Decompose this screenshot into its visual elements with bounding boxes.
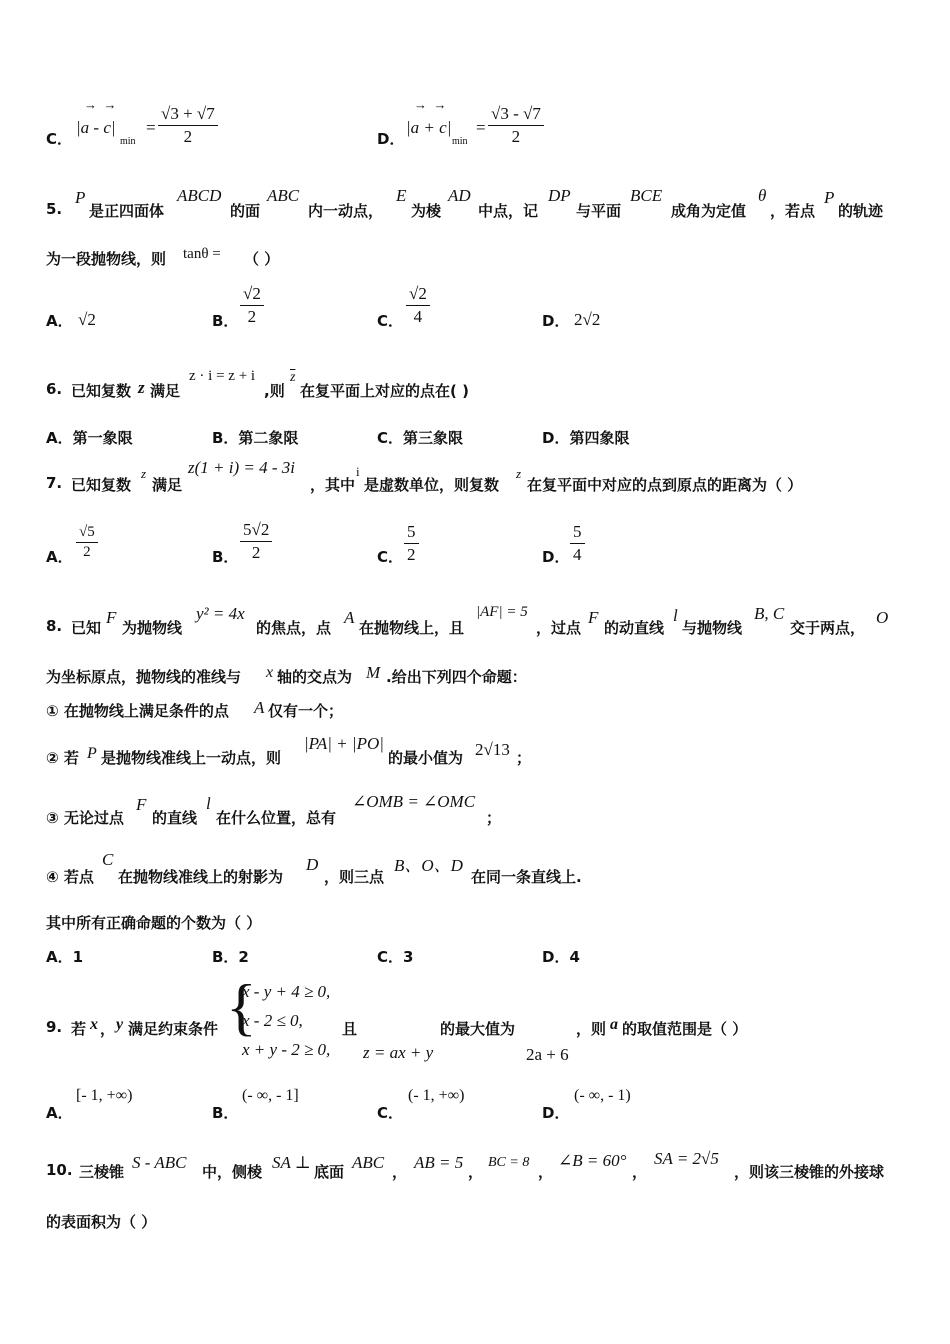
question-number: 9.: [46, 1018, 63, 1036]
option-d: D．4: [542, 948, 580, 966]
text: 满足约束条件: [128, 1020, 219, 1038]
option-label: A．: [46, 312, 73, 330]
numerator: 5: [404, 522, 419, 544]
math-DP: DP: [548, 186, 571, 205]
math-a: a: [610, 1016, 618, 1033]
numerator: √3 + √7: [158, 104, 218, 126]
numerator: √2: [240, 284, 264, 306]
math-zbar: $\overline{z}$: [290, 370, 296, 385]
math-tan: tanθ =: [183, 246, 221, 262]
math-y: y: [116, 1016, 124, 1033]
answer-paren: （ ）: [244, 250, 280, 268]
math-A: A: [254, 698, 265, 717]
math-BC: B, C: [754, 604, 785, 623]
question-number: 7.: [46, 474, 63, 492]
subscript: min: [452, 136, 468, 147]
math-z: z: [516, 466, 522, 481]
text: 中，侧棱: [202, 1163, 263, 1181]
math-AF: |AF| = 5: [476, 604, 528, 620]
text: 且: [342, 1020, 358, 1038]
option-label: A．: [46, 1104, 73, 1122]
text: ；: [516, 749, 532, 767]
text: .给出下列四个命题：: [386, 668, 527, 686]
math-SA-length: SA = 2√5: [654, 1149, 719, 1168]
text: ，其中: [310, 476, 356, 494]
math-pyramid: S - ABC: [132, 1153, 187, 1172]
numerator: 5√2: [240, 520, 272, 542]
text: 的最小值为: [388, 749, 464, 767]
proposition-4: ④ 若点: [46, 868, 94, 886]
option-d-fraction: [570, 522, 585, 565]
text: 中点，记: [478, 202, 539, 220]
option-b: B．2: [212, 948, 249, 966]
denominator: 2: [183, 127, 193, 146]
text: 为坐标原点，抛物线的准线与: [46, 668, 242, 686]
math-P: P: [75, 188, 86, 207]
abs-expression: |a - c|: [76, 118, 116, 137]
equals: =: [476, 118, 486, 137]
math-P: P: [824, 188, 835, 207]
option-label: D．: [542, 548, 570, 566]
text: 是抛物线准线上一动点，则: [101, 749, 282, 767]
math-AD: AD: [448, 186, 471, 205]
math-l: l: [206, 794, 211, 813]
constraint-1: x - y + 4 ≥ 0,: [242, 982, 331, 1001]
text: 已知复数: [71, 476, 132, 494]
option-d-value: (- ∞, - 1): [574, 1087, 631, 1104]
question-ask: 其中所有正确命题的个数为（ ）: [46, 914, 262, 932]
math-x: x: [90, 1016, 98, 1033]
option-label: B．: [212, 1104, 239, 1122]
math-l: l: [673, 606, 678, 625]
math-F: F: [106, 608, 117, 627]
math-F: F: [136, 795, 147, 814]
math-x: x: [266, 664, 274, 681]
question-number: 8.: [46, 617, 63, 635]
option-a-value: [- 1, +∞): [76, 1087, 133, 1104]
math-ABC: ABC: [352, 1153, 385, 1172]
math-angle: ∠OMB = ∠OMC: [352, 792, 476, 811]
option-d-value: 2√2: [574, 310, 601, 329]
proposition-1: ① 在抛物线上满足条件的点: [46, 702, 229, 720]
text: ，过点: [536, 619, 582, 637]
text: 若: [71, 1020, 87, 1038]
text: 在抛物线准线上的射影为: [118, 868, 284, 886]
text: ，则该三棱锥的外接球: [734, 1163, 885, 1181]
option-c-fraction: [404, 522, 419, 565]
denominator: 2: [407, 545, 416, 564]
text: 底面: [314, 1163, 345, 1181]
text: ，则: [576, 1020, 607, 1038]
abs-expression: |a + c|: [406, 118, 452, 137]
math-C: C: [102, 850, 114, 869]
text: 仅有一个；: [268, 702, 344, 720]
subscript: min: [120, 136, 136, 147]
text: 满足: [152, 476, 183, 494]
math-objective: z = ax + y: [363, 1043, 434, 1062]
text: 轴的交点为: [277, 668, 353, 686]
question-number: 5.: [46, 200, 63, 218]
math-2sqrt13: 2√13: [475, 740, 510, 759]
text: 是正四面体: [89, 202, 165, 220]
text: 三棱锥: [79, 1163, 125, 1181]
math-PAPO: |PA| + |PO|: [304, 734, 384, 753]
text: 在复平面中对应的点到原点的距离为（ ）: [527, 476, 803, 494]
option-b-fraction: [240, 520, 272, 563]
text: ，若点: [770, 202, 816, 220]
math-ABCD: ABCD: [177, 186, 222, 205]
question-number: 6.: [46, 380, 63, 398]
option-label: C．: [46, 130, 73, 148]
denominator: 2: [511, 127, 521, 146]
text: 与抛物线: [682, 619, 743, 637]
option-c-fraction: [406, 284, 430, 327]
math-z: z: [141, 466, 147, 481]
numerator: √2: [406, 284, 430, 306]
text: 在复平面上对应的点在( ): [300, 382, 469, 400]
math-P: P: [87, 745, 97, 762]
math-O: O: [876, 608, 889, 627]
math-AB: AB = 5: [414, 1153, 464, 1172]
constraint-3: x + y - 2 ≥ 0,: [242, 1040, 331, 1059]
text: 的面: [230, 202, 261, 220]
text: 的表面积为（ ）: [46, 1213, 157, 1231]
option-label: B．: [212, 548, 239, 566]
text: 已知: [71, 619, 102, 637]
text: 的轨迹: [838, 202, 884, 220]
math-i: i: [356, 464, 360, 479]
math-parabola: y² = 4x: [196, 604, 245, 623]
text: ，: [538, 1163, 554, 1181]
vector-arrow: → →: [84, 97, 117, 112]
constraint-2: x - 2 ≤ 0,: [242, 1011, 303, 1030]
text: ，: [632, 1163, 648, 1181]
option-label: B．: [212, 312, 239, 330]
text: ，: [100, 1020, 116, 1038]
denominator: 2: [247, 307, 257, 326]
math-E: E: [396, 186, 407, 205]
option-a-value: √2: [78, 310, 96, 329]
text: 为棱: [411, 202, 442, 220]
option-label: D．: [542, 1104, 570, 1122]
text: 成角为定值: [671, 202, 747, 220]
option-label: C．: [377, 312, 404, 330]
option-b-value: (- ∞, - 1]: [242, 1087, 299, 1104]
math-angle-B: ∠B = 60°: [558, 1151, 627, 1170]
math-M: M: [366, 663, 381, 682]
text: 的焦点，点: [256, 619, 332, 637]
numerator: 5: [570, 522, 585, 544]
option-d: D．第四象限: [542, 429, 630, 447]
text: 在同一条直线上.: [471, 868, 582, 886]
text: 的直线: [152, 809, 198, 827]
numerator: √5: [76, 524, 98, 543]
option-a-fraction: [76, 524, 98, 561]
math-z: z: [138, 378, 145, 397]
text: 的取值范围是（ ）: [622, 1020, 748, 1038]
option-a: A．1: [46, 948, 84, 966]
math-F: F: [588, 608, 599, 627]
text: 与平面: [576, 202, 622, 220]
denominator: 2: [83, 544, 91, 560]
math-D: D: [306, 855, 319, 874]
math-equation: z(1 + i) = 4 - 3i: [188, 458, 295, 477]
math-A: A: [344, 608, 355, 627]
text: ；: [486, 809, 502, 827]
option-c-value: (- 1, +∞): [408, 1087, 465, 1104]
text: 的动直线: [604, 619, 665, 637]
text: ,则: [264, 382, 285, 400]
option-label: C．: [377, 1104, 404, 1122]
option-label: D．: [377, 130, 405, 148]
text: 为抛物线: [122, 619, 183, 637]
option-label: C．: [377, 548, 404, 566]
text: ，: [392, 1163, 408, 1181]
text: 的最大值为: [440, 1020, 516, 1038]
math-BC: BC = 8: [488, 1155, 530, 1170]
text: 在什么位置，总有: [216, 809, 337, 827]
proposition-3: ③ 无论过点: [46, 809, 124, 827]
text: 满足: [150, 382, 181, 400]
question-number: 10.: [46, 1161, 73, 1179]
option-c: C．3: [377, 948, 414, 966]
equals: =: [146, 118, 156, 137]
denominator: 4: [413, 307, 423, 326]
text: 交于两点，: [790, 619, 866, 637]
option-b: B．第二象限: [212, 429, 299, 447]
proposition-2: ② 若: [46, 749, 79, 767]
numerator: √3 - √7: [488, 104, 544, 126]
option-label: A．: [46, 548, 73, 566]
left-brace: {: [226, 971, 257, 1042]
text: 已知复数: [71, 382, 132, 400]
text: 是虚数单位，则复数: [364, 476, 500, 494]
vector-arrow: → →: [414, 97, 447, 112]
math-SA-perp: SA ⊥: [272, 1153, 311, 1172]
math-ABC: ABC: [267, 186, 300, 205]
text: 内一动点，: [308, 202, 384, 220]
denominator: 4: [573, 545, 582, 564]
option-b-fraction: [240, 284, 264, 327]
math-max: 2a + 6: [526, 1045, 569, 1064]
math-equation: z · i = z + i: [189, 368, 256, 384]
option-label: D．: [542, 312, 570, 330]
text: 为一段抛物线，则: [46, 250, 167, 268]
option-a: A．第一象限: [46, 429, 133, 447]
fraction: [158, 104, 218, 147]
math-BCE: BCE: [630, 186, 663, 205]
fraction: [488, 104, 544, 147]
option-c: C．第三象限: [377, 429, 464, 447]
text: ，: [468, 1163, 484, 1181]
math-BOD: B、O、D: [394, 856, 463, 875]
math-theta: θ: [758, 186, 767, 205]
text: ，则三点: [324, 868, 385, 886]
text: 在抛物线上，且: [359, 619, 465, 637]
denominator: 2: [251, 543, 261, 562]
